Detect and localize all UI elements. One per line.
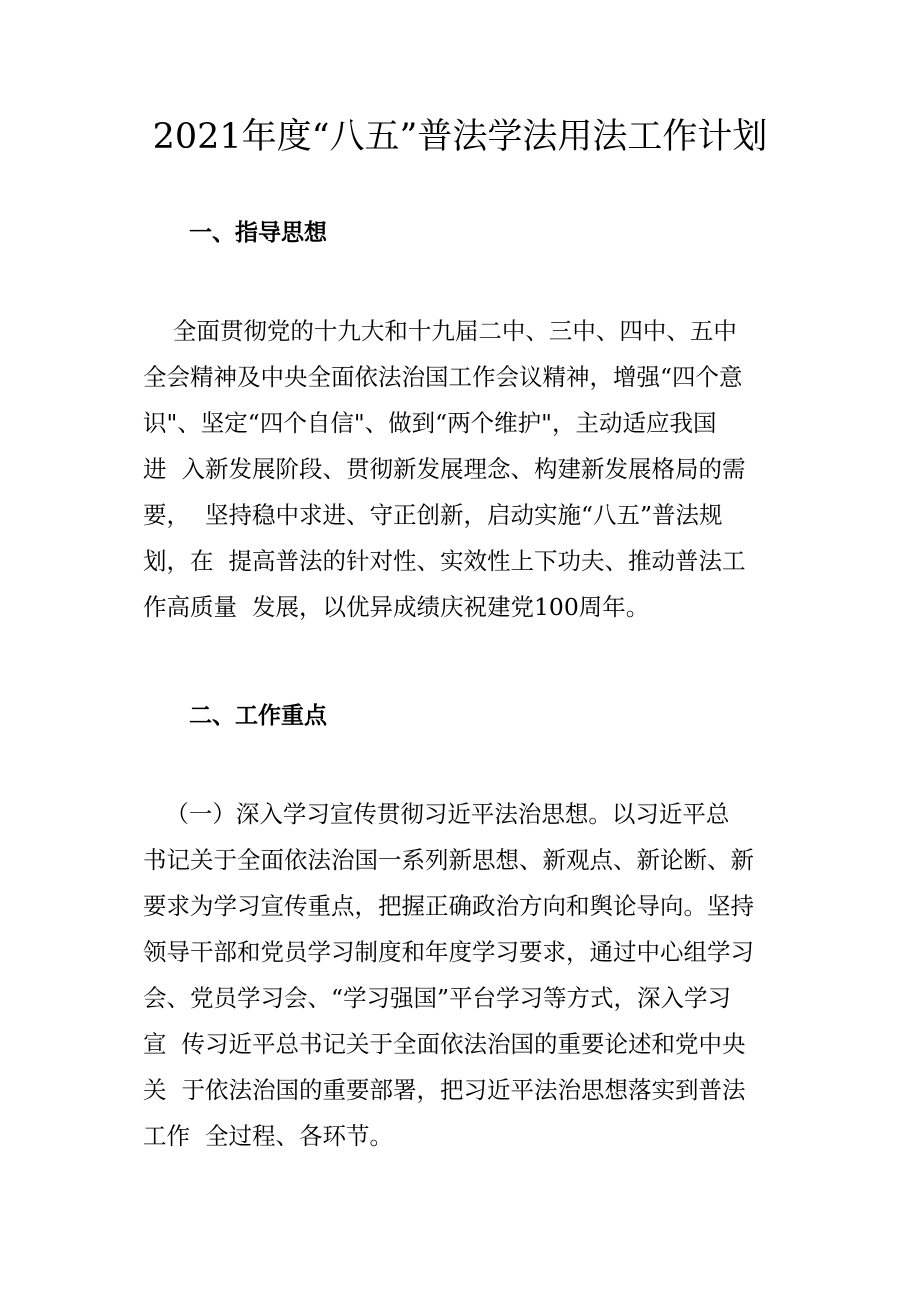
section-heading-guiding-ideology: 一、指导思想 bbox=[189, 219, 327, 246]
document-title: 2021年度“八五”普法学法用法工作计划 bbox=[152, 117, 768, 157]
paragraph-line: 识"、坚定“四个自信"、做到“两个维护"，主动适应我国 bbox=[143, 409, 717, 437]
paragraph-line: 全会精神及中央全面依法治国工作会议精神，增强“四个意 bbox=[143, 363, 743, 391]
paragraph-line: 会、党员学习会、“学习强国”平台学习等方式，深入学习 bbox=[143, 984, 732, 1012]
section-heading-work-priorities: 二、工作重点 bbox=[189, 702, 327, 729]
paragraph-line: 宣 传习近平总书记关于全面依法治国的重要论述和党中央 bbox=[143, 1030, 746, 1058]
paragraph-line: 工作 全过程、各环节。 bbox=[143, 1122, 393, 1150]
paragraph-line: 领导干部和党员学习制度和年度学习要求，通过中心组学习 bbox=[143, 938, 754, 966]
paragraph-line: 作高质量 发展，以优异成绩庆祝建党100周年。 bbox=[143, 593, 650, 621]
paragraph-line: 要求为学习宣传重点，把握正确政治方向和舆论导向。坚持 bbox=[143, 892, 754, 920]
paragraph-line: 进 入新发展阶段、贯彻新发展理念、构建新发展格局的需 bbox=[143, 455, 746, 483]
paragraph-line: 划，在 提高普法的针对性、实效性上下功夫、推动普法工 bbox=[143, 547, 746, 575]
paragraph-line: 关 于依法治国的重要部署，把习近平法治思想落实到普法 bbox=[143, 1076, 746, 1104]
paragraph-line: 书记关于全面依法治国一系列新思想、新观点、新论断、新 bbox=[143, 846, 754, 874]
paragraph-line: （一）深入学习宣传贯彻习近平法治思想。以习近平总 bbox=[143, 800, 730, 828]
paragraph-line: 要， 坚持稳中求进、守正创新，启动实施“八五”普法规 bbox=[143, 501, 723, 529]
paragraph-line: 全面贯彻党的十九大和十九届二中、三中、四中、五中 bbox=[143, 317, 737, 345]
guiding-ideology-paragraph bbox=[143, 308, 783, 630]
work-priorities-paragraph bbox=[143, 791, 783, 1159]
